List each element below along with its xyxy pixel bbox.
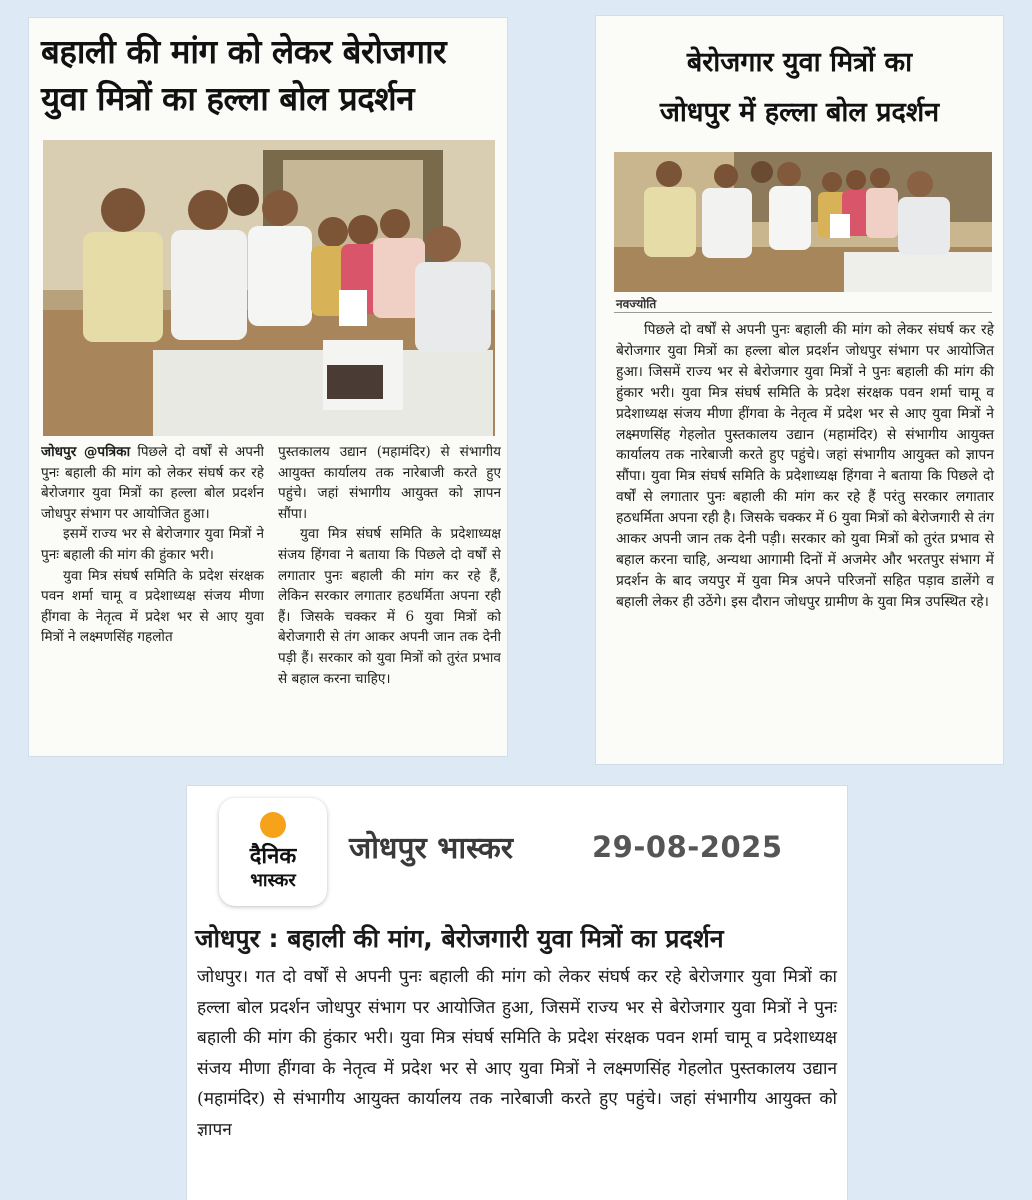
bhaskar-clipping xyxy=(187,786,847,1200)
navjyoti-body: पिछले दो वर्षों से अपनी पुनः बहाली की मांग को लेकर संघर्ष कर रहे बेरोजगार युवा मित्रों का हल्ला बोल प्रदर्शन जोधपुर संभाग पर आयोजित हुआ। जिसमें राज्य भर से बेरोजगार युवा मित्रों ने पुनः बहाली की मांग की हुंकार भरी। युवा मित्र संघर्ष समिति के प्रदेश संरक्षक पवन शर्मा चामू व प्रदेशाध्यक्ष संजय मीणा हींगवा के नेतृत्व में प्रदेश भर से आए युवा मित्रों ने लक्ष्मणसिंह गेहलोत पुस्तकालय उद्यान (महामंदिर) से संभागीय आयुक्त कार्यालय तक नारेबाजी करते हुए पहुंचे। जहां संभागीय आयुक्त को ज्ञापन सौंपा। युवा मित्र संघर्ष समिति के प्रदेशाध्यक्ष हिंगवा ने बताया कि पिछले दो वर्षों से लगातार पुनः बहाली की मांग कर रहे हैं परंतु सरकार लगातार हठधर्मिता अपना रही है। जिसके चक्कर में 6 युवा मित्रों को बेरोजगारी से तंग आकर अपनी जान तक देनी पड़ी। सरकार को युवा मित्रों को तुरंत प्रभाव से बहाल करना चाहि, अन्यथा आगामी दिनों में अजमेर और भरतपुर संभाग में प्रदर्शन के बाद जयपुर में युवा मित्र अपने परिजनों सहित पड़ाव डालेंगे व बहाली लेकर ही उठेंगे। इस दौरान जोधपुर ग्रामीण के युवा मित्र उपस्थित रहे। xyxy=(616,322,994,610)
navjyoti-photo xyxy=(614,152,992,292)
bhaskar-headline: जोधपुर : बहाली की मांग, बेरोजगारी युवा मित्रों का प्रदर्शन xyxy=(195,924,724,953)
patrika-headline: बहाली की मांग को लेकर बेरोजगार युवा मित्रों का हल्ला बोल प्रदर्शन xyxy=(41,32,447,118)
patrika-paragraph-4: पुस्तकालय उद्यान (महामंदिर) से संभागीय आयुक्त कार्यालय तक नारेबाजी करते हुए पहुंचे। जहां संभागीय आयुक्त को ज्ञापन सौंपा। xyxy=(278,444,501,522)
navjyoti-headline-line-2: जोधपुर में हल्ला बोल प्रदर्शन xyxy=(659,97,940,128)
navjyoti-divider xyxy=(614,312,992,313)
navjyoti-headline xyxy=(596,38,1003,138)
navjyoti-clipping xyxy=(596,16,1003,764)
patrika-column-1 xyxy=(41,442,264,754)
bhaskar-date: 29-08-2025 xyxy=(592,830,783,864)
patrika-column-2 xyxy=(278,442,501,754)
patrika-dateline: जोधपुर @पत्रिका xyxy=(41,444,131,460)
bhaskar-body: जोधपुर। गत दो वर्षों से अपनी पुनः बहाली की मांग को लेकर संघर्ष कर रहे बेरोजगार युवा मित्रों का हल्ला बोल प्रदर्शन जोधपुर संभाग पर आयोजित हुआ, जिसमें राज्य भर से बेरोजगार युवा मित्रों ने पुनः बहाली की मांग की हुंकार भरी। युवा मित्र संघर्ष समिति के प्रदेश संरक्षक पवन शर्मा चामू व प्रदेशाध्यक्ष संजय मीणा हींगवा के नेतृत्व में प्रदेश भर से आए युवा मित्रों ने लक्ष्मणसिंह गेहलोत पुस्तकालय उद्यान (महामंदिर) से संभागीय आयुक्त कार्यालय तक नारेबाजी करते हुए पहुंचे। जहां संभागीय आयुक्त को ज्ञापन xyxy=(197,967,837,1140)
navjyoti-headline-line-1: बेरोजगार युवा मित्रों का xyxy=(686,47,913,78)
bhaskar-logo-line-1: दैनिक xyxy=(249,844,297,869)
bhaskar-logo xyxy=(219,798,327,906)
patrika-paragraph-2: इसमें राज्य भर से बेरोजगार युवा मित्रों ने पुनः बहाली की मांग की हुंकार भरी। xyxy=(41,526,264,563)
patrika-photo xyxy=(43,140,495,436)
bhaskar-paper-name: जोधपुर भास्कर xyxy=(349,831,514,866)
navjyoti-photo-credit: नवज्योति xyxy=(616,297,657,311)
patrika-paragraph-3: युवा मित्र संघर्ष समिति के प्रदेश संरक्षक पवन शर्मा चामू व प्रदेशाध्यक्ष संजय मीणा हींगवा के नेतृत्व में प्रदेश भर से आए युवा मित्रों ने लक्ष्मणसिंह गहलोत xyxy=(41,567,264,646)
patrika-paragraph-1: पिछले दो वर्षों से अपनी पुनः बहाली की मांग को लेकर संघर्ष कर रहे बेरोजगार युवा मित्रों का हल्ला बोल प्रदर्शन जोधपुर संभाग पर आयोजित हुआ। xyxy=(41,444,264,522)
patrika-paragraph-5: युवा मित्र संघर्ष समिति के प्रदेशाध्यक्ष संजय हिंगवा ने बताया कि पिछले दो वर्षों से लगातार पुनः बहाली की मांग कर रहे हैं, लेकिन सरकार लगातार हठधर्मिता अपना रही हैं। जिसके चक्कर में 6 युवा मित्रों को बेरोजगारी से तंग आकर अपनी जान तक देनी पड़ी हैं। सरकार को युवा मित्रों को तुरंत प्रभाव से बहाल करना चाहिए। xyxy=(278,526,501,687)
bhaskar-logo-line-2: भास्कर xyxy=(250,870,296,891)
sun-icon xyxy=(260,812,286,838)
patrika-clipping xyxy=(29,18,507,756)
